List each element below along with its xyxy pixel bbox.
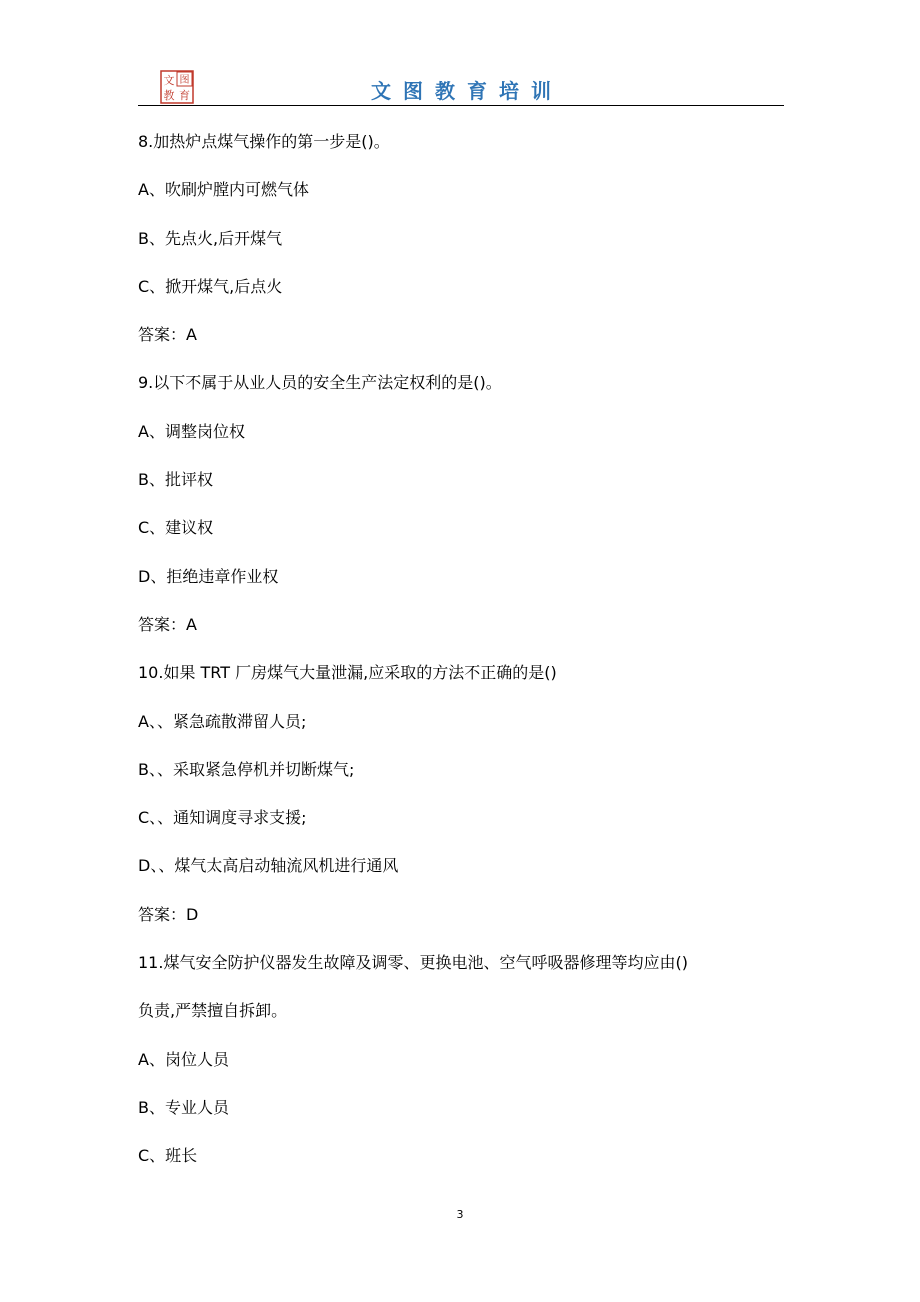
svg-text:文: 文	[163, 74, 175, 87]
question-8-option-c: C、掀开煤气,后点火	[138, 276, 283, 296]
header-divider	[138, 105, 784, 106]
question-8-text: 8.加热炉点煤气操作的第一步是()。	[138, 132, 390, 151]
question-9-option-a: A、调整岗位权	[138, 421, 245, 441]
question-9-option-b: B、批评权	[138, 470, 213, 490]
svg-text:图: 图	[179, 75, 190, 86]
question-11-option-c: C、班长	[138, 1146, 198, 1166]
question-11-option-b: B、专业人员	[138, 1097, 229, 1117]
svg-text:教: 教	[163, 89, 175, 102]
question-9-text: 9.以下不属于从业人员的安全生产法定权利的是()。	[138, 373, 502, 393]
question-10-option-a: A、、紧急疏散滞留人员;	[138, 711, 307, 731]
question-8-option-a: A、吹刷炉膛内可燃气体	[138, 180, 309, 200]
question-9-answer: 答案：A	[138, 614, 197, 634]
page-header	[138, 64, 784, 108]
question-10-option-c: C、、通知调度寻求支援;	[138, 808, 307, 828]
question-8-answer: 答案：A	[138, 325, 197, 345]
document-body	[138, 118, 788, 1181]
question-11-text-continued: 负责,严禁擅自拆卸。	[138, 1001, 288, 1021]
question-9-option-d: D、拒绝违章作业权	[138, 566, 279, 586]
question-10-option-b: B、、采取紧急停机并切断煤气;	[138, 759, 355, 779]
question-11-option-a: A、岗位人员	[138, 1049, 229, 1069]
question-10-answer: 答案：D	[138, 904, 199, 924]
question-11-text: 11.煤气安全防护仪器发生故障及调零、更换电池、空气呼吸器修理等均应由()	[138, 953, 688, 973]
question-9-option-c: C、建议权	[138, 518, 214, 538]
question-10-text: 10.如果 TRT 厂房煤气大量泄漏,应采取的方法不正确的是()	[138, 663, 557, 683]
question-8-option-b: B、先点火,后开煤气	[138, 228, 283, 248]
svg-text:育: 育	[179, 89, 190, 102]
header-title: 文图教育培训	[371, 79, 563, 103]
question-10-option-d: D、、煤气太高启动轴流风机进行通风	[138, 856, 399, 876]
page-number: 3	[456, 1208, 464, 1221]
